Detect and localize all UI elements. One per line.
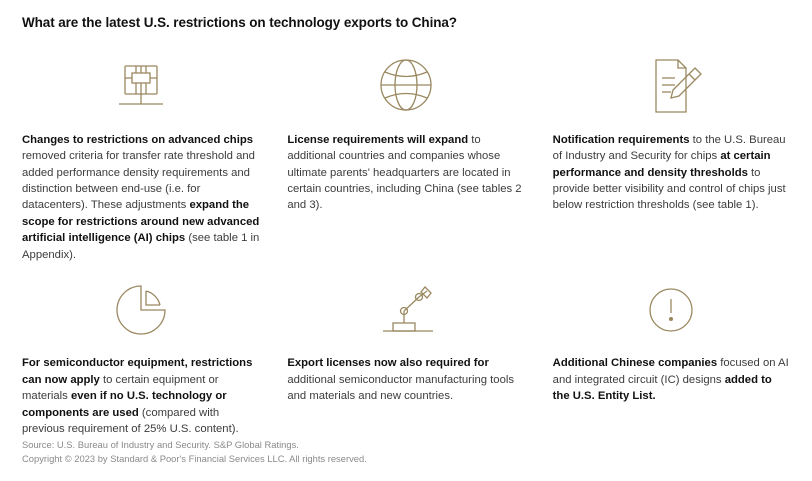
card-5-text: Export licenses now also required for additional semiconductor manufacturing tools and materials and new countries.	[287, 357, 515, 403]
card-grid	[22, 38, 790, 438]
footer-source: Source: U.S. Bureau of Industry and Security. S&P Global Ratings.	[22, 438, 299, 450]
robot-arm-icon	[287, 273, 524, 347]
card-2	[287, 38, 524, 264]
card-1	[22, 38, 259, 264]
card-2-text: License requirements will expand to additional countries and companies whose ultimate parents' headquarters are located in certain countries, including China (see tables 2 and 3).	[287, 133, 522, 212]
pie-chart-icon	[22, 273, 259, 347]
document-pencil-icon	[553, 48, 790, 124]
page-title: What are the latest U.S. restrictions on technology exports to China?	[22, 15, 457, 30]
card-3-text: Notification requirements to the U.S. Bureau of Industry and Security for chips at certain performance and density thresholds to provide better visibility and control of chips just below restriction thresholds (see table 1).	[552, 133, 786, 212]
card-3	[553, 38, 790, 264]
card-4	[22, 263, 259, 437]
globe-icon	[287, 48, 524, 124]
card-1-text: Changes to restrictions on advanced chips removed criteria for transfer rate threshold and added performance density requirements and distinction between end-use (i.e. for datacenters). These adjustments expand the scope for restrictions around new advanced artificial intelligence (AI) chips (see table 1 in Appendix).	[22, 133, 260, 261]
card-5	[287, 263, 524, 437]
footer-copyright: Copyright © 2023 by Standard & Poor's Financial Services LLC. All rights reserved.	[22, 453, 367, 465]
card-4-text: For semiconductor equipment, restrictions can now apply to certain equipment or materials even if no U.S. technology or components are used (compared with previous requirement of 25% U.S. content).	[22, 357, 253, 436]
chip-processor-icon	[22, 48, 259, 124]
footer	[22, 438, 367, 467]
card-6	[553, 263, 790, 437]
exclamation-circle-icon	[553, 273, 790, 347]
card-6-text: Additional Chinese companies focused on AI and integrated circuit (IC) designs added to the U.S. Entity List.	[552, 357, 789, 403]
